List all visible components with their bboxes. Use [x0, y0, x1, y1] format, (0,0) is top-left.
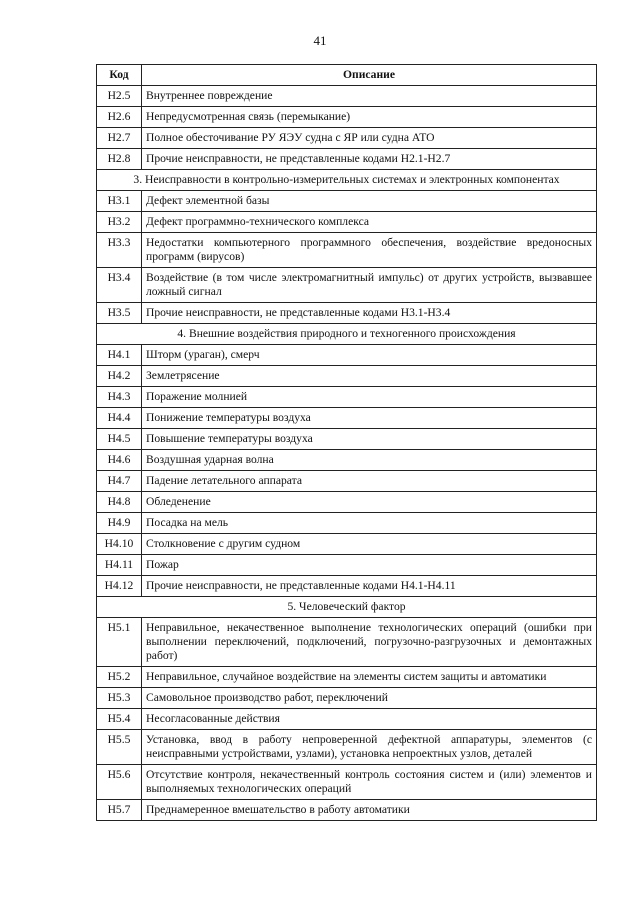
row-description: Шторм (ураган), смерч	[142, 345, 597, 366]
row-description: Дефект элементной базы	[142, 191, 597, 212]
table-row	[97, 709, 597, 730]
row-description: Прочие неисправности, не представленные кодами Н2.1-Н2.7	[142, 149, 597, 170]
section-row	[97, 597, 597, 618]
row-code: Н5.3	[97, 688, 142, 709]
row-description: Непредусмотренная связь (перемыкание)	[142, 107, 597, 128]
table-row	[97, 233, 597, 268]
row-code: Н4.12	[97, 576, 142, 597]
row-code: Н5.1	[97, 618, 142, 667]
row-description: Недостатки компьютерного программного обеспечения, воздействие вредоносных программ (вирусов)	[142, 233, 597, 268]
table-row	[97, 366, 597, 387]
row-description: Падение летательного аппарата	[142, 471, 597, 492]
row-code: Н4.2	[97, 366, 142, 387]
table-row	[97, 268, 597, 303]
row-code: Н4.5	[97, 429, 142, 450]
row-description: Неправильное, случайное воздействие на элементы систем защиты и автоматики	[142, 667, 597, 688]
row-code: Н3.1	[97, 191, 142, 212]
row-description: Повышение температуры воздуха	[142, 429, 597, 450]
row-description: Неправильное, некачественное выполнение технологических операций (ошибки при выполнении переключений, подключений, погрузочно-разгрузочных и демонтажных работ)	[142, 618, 597, 667]
row-code: Н2.6	[97, 107, 142, 128]
row-description: Несогласованные действия	[142, 709, 597, 730]
section-row	[97, 170, 597, 191]
row-description: Прочие неисправности, не представленные кодами Н4.1-Н4.11	[142, 576, 597, 597]
row-code: Н4.10	[97, 534, 142, 555]
row-code: Н5.7	[97, 800, 142, 821]
row-description: Установка, ввод в работу непроверенной дефектной аппаратуры, элементов (с неисправными устройствами, узлами), установка непроектных узлов, деталей	[142, 730, 597, 765]
table-row	[97, 667, 597, 688]
header-code: Код	[97, 65, 142, 86]
table-header-row	[97, 65, 597, 86]
row-code: Н4.1	[97, 345, 142, 366]
row-code: Н3.4	[97, 268, 142, 303]
table-row	[97, 492, 597, 513]
table-row	[97, 149, 597, 170]
row-description: Полное обесточивание РУ ЯЭУ судна с ЯР или судна АТО	[142, 128, 597, 149]
row-code: Н2.8	[97, 149, 142, 170]
table-row	[97, 128, 597, 149]
row-description: Пожар	[142, 555, 597, 576]
row-description: Преднамеренное вмешательство в работу автоматики	[142, 800, 597, 821]
row-description: Посадка на мель	[142, 513, 597, 534]
row-code: Н2.7	[97, 128, 142, 149]
row-description: Дефект программно-технического комплекса	[142, 212, 597, 233]
codes-table	[96, 64, 597, 821]
row-code: Н5.6	[97, 765, 142, 800]
row-description: Обледенение	[142, 492, 597, 513]
row-code: Н4.7	[97, 471, 142, 492]
row-code: Н2.5	[97, 86, 142, 107]
row-code: Н4.6	[97, 450, 142, 471]
row-code: Н4.11	[97, 555, 142, 576]
table-row	[97, 800, 597, 821]
table-row	[97, 534, 597, 555]
row-description: Воздушная ударная волна	[142, 450, 597, 471]
table-row	[97, 576, 597, 597]
row-description: Внутреннее повреждение	[142, 86, 597, 107]
table-row	[97, 450, 597, 471]
row-code: Н3.5	[97, 303, 142, 324]
row-code: Н4.4	[97, 408, 142, 429]
section-title: 4. Внешние воздействия природного и техногенного происхождения	[97, 324, 597, 345]
table-row	[97, 387, 597, 408]
page-number: 41	[313, 33, 327, 48]
header-description: Описание	[142, 65, 597, 86]
table-row	[97, 688, 597, 709]
table-row	[97, 408, 597, 429]
table-row	[97, 191, 597, 212]
table-row	[97, 555, 597, 576]
table-row	[97, 730, 597, 765]
table-row	[97, 471, 597, 492]
table-row	[97, 429, 597, 450]
table-row	[97, 86, 597, 107]
row-description: Прочие неисправности, не представленные кодами Н3.1-Н3.4	[142, 303, 597, 324]
section-title: 3. Неисправности в контрольно-измерительных системах и электронных компонентах	[97, 170, 597, 191]
table-row	[97, 618, 597, 667]
table-body	[97, 86, 597, 821]
section-title: 5. Человеческий фактор	[97, 597, 597, 618]
row-code: Н5.4	[97, 709, 142, 730]
row-code: Н4.9	[97, 513, 142, 534]
row-description: Поражение молнией	[142, 387, 597, 408]
table-row	[97, 765, 597, 800]
row-code: Н3.3	[97, 233, 142, 268]
row-description: Самовольное производство работ, переключений	[142, 688, 597, 709]
row-description: Столкновение с другим судном	[142, 534, 597, 555]
row-description: Воздействие (в том числе электромагнитный импульс) от других устройств, вызвавшее ложный сигнал	[142, 268, 597, 303]
table-row	[97, 107, 597, 128]
row-description: Землетрясение	[142, 366, 597, 387]
table-row	[97, 212, 597, 233]
table-row	[97, 513, 597, 534]
section-row	[97, 324, 597, 345]
row-description: Понижение температуры воздуха	[142, 408, 597, 429]
table-row	[97, 345, 597, 366]
row-code: Н5.2	[97, 667, 142, 688]
row-description: Отсутствие контроля, некачественный контроль состояния систем и (или) элементов и выполняемых технологических операций	[142, 765, 597, 800]
table-row	[97, 303, 597, 324]
row-code: Н3.2	[97, 212, 142, 233]
row-code: Н4.3	[97, 387, 142, 408]
row-code: Н4.8	[97, 492, 142, 513]
row-code: Н5.5	[97, 730, 142, 765]
